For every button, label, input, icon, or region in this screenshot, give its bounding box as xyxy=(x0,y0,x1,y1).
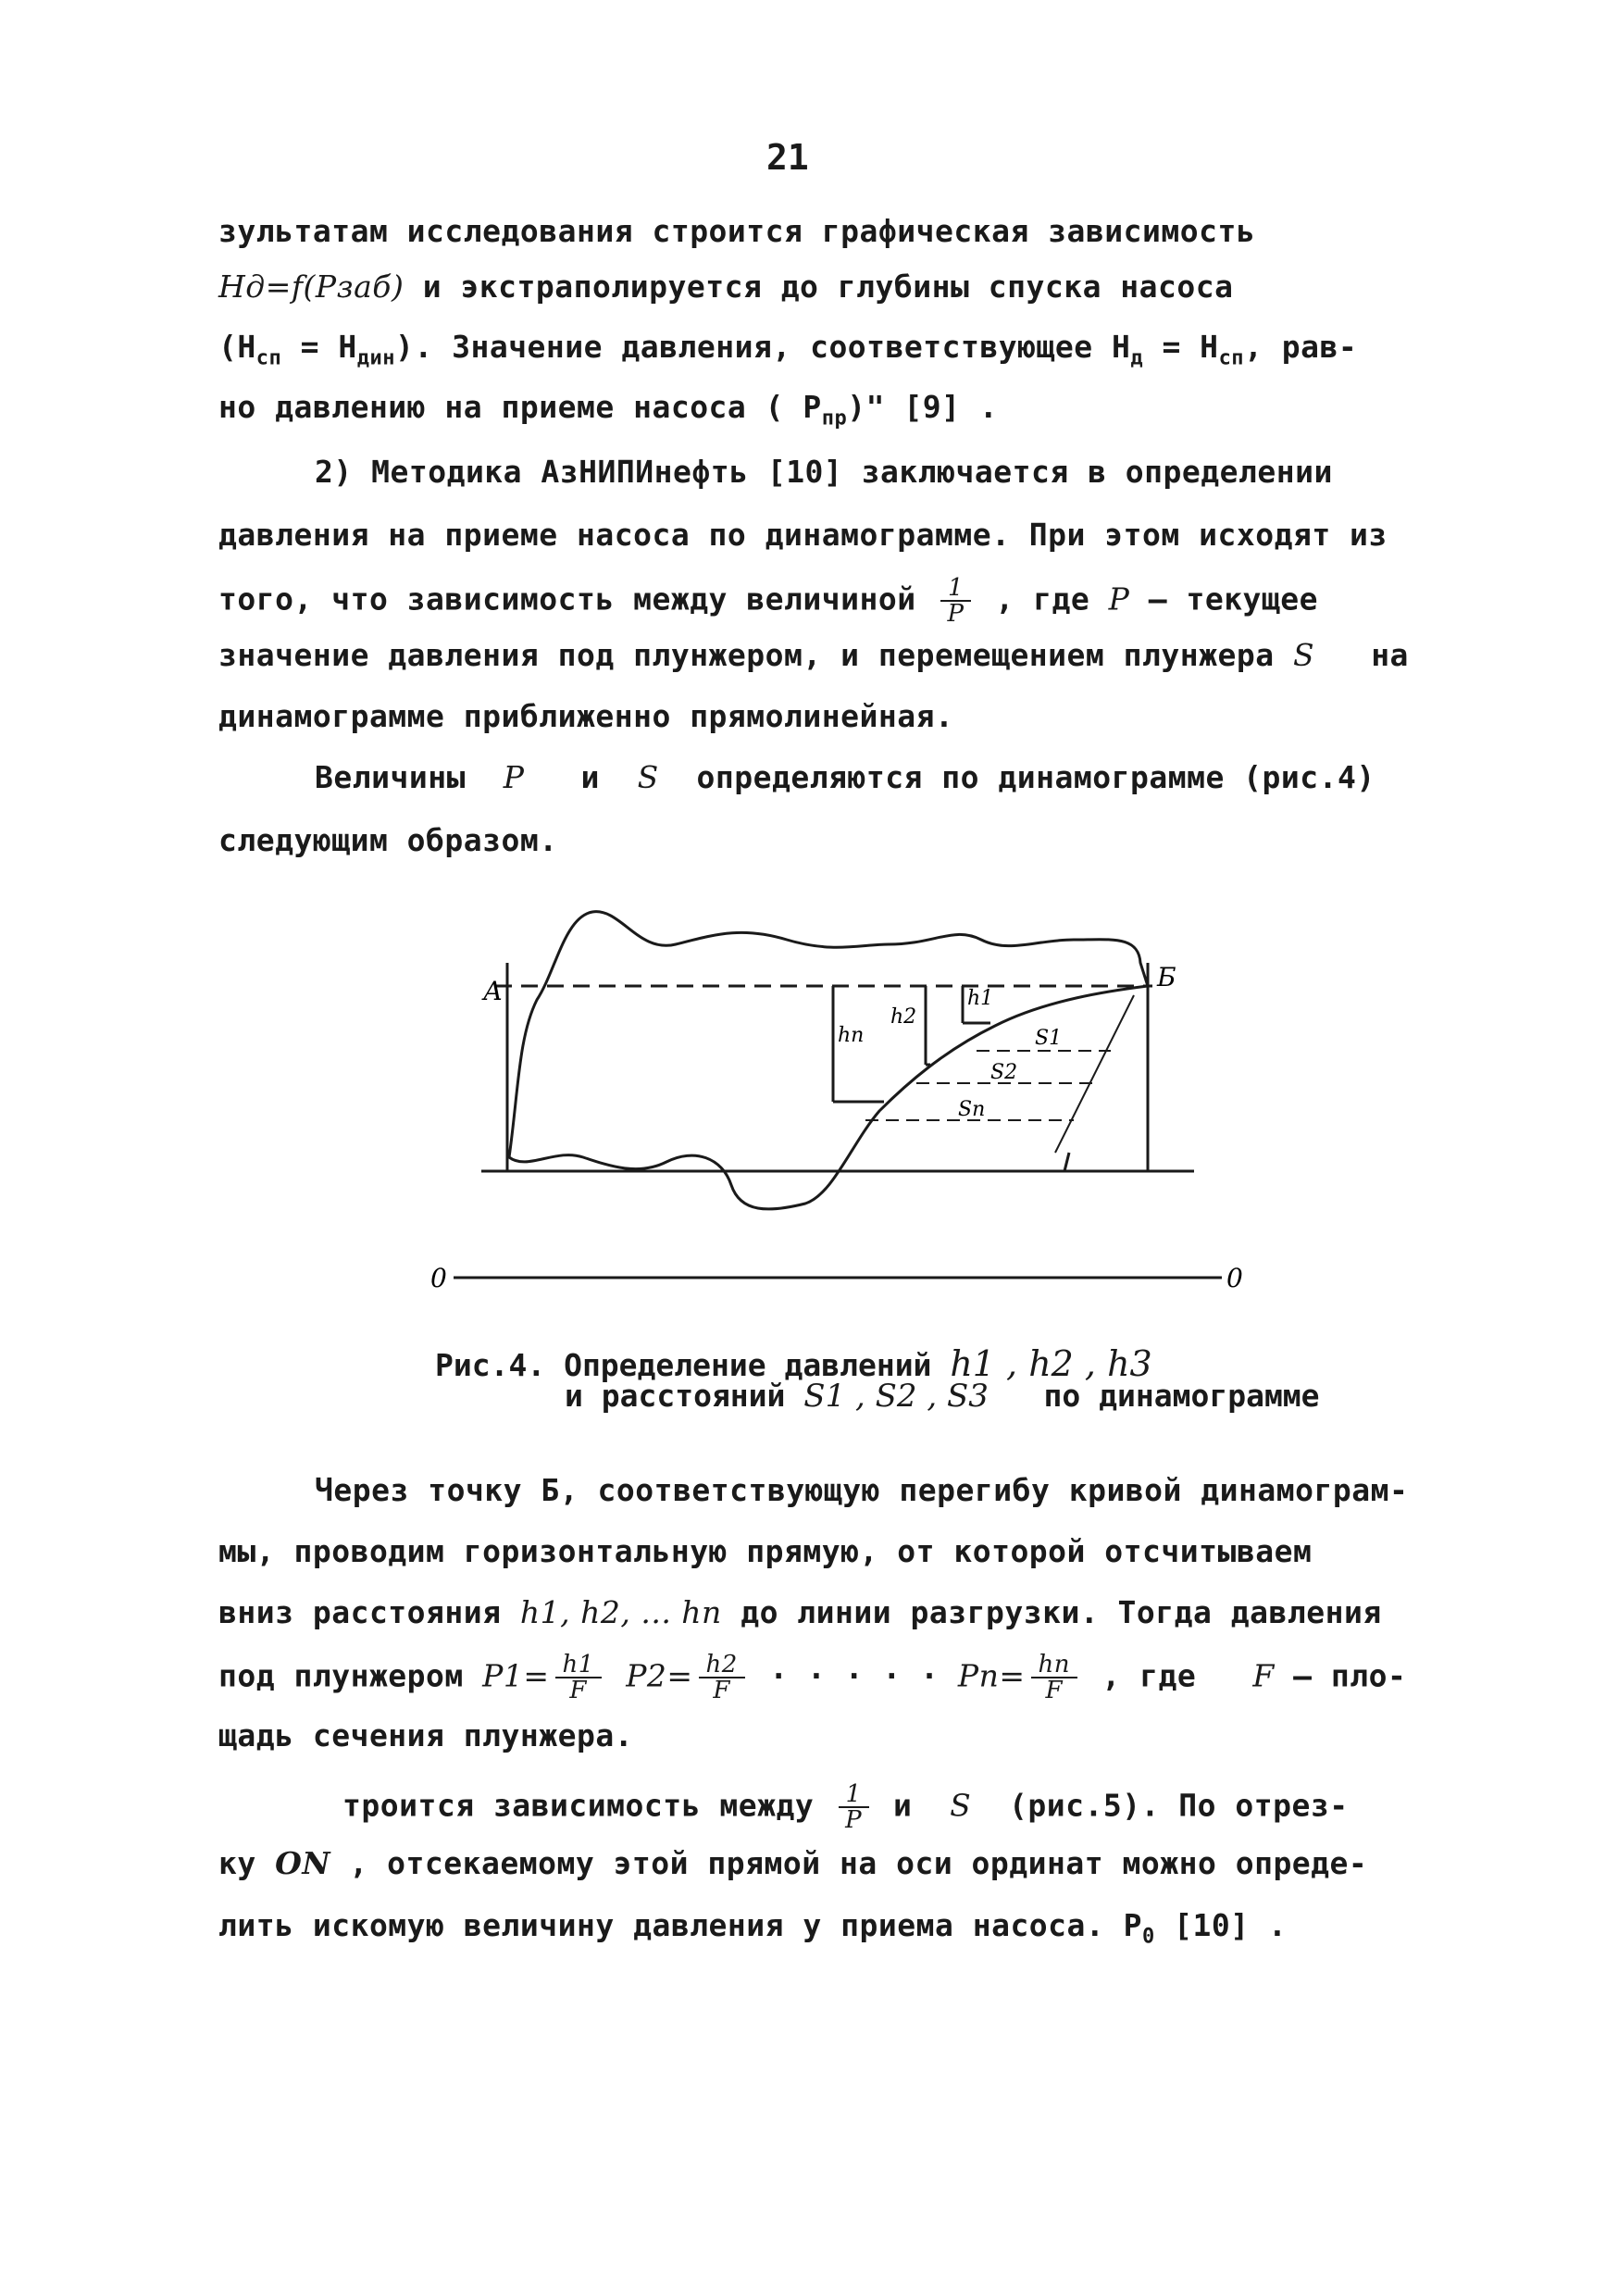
p2-formula: P2= xyxy=(626,1657,693,1694)
p3-l1-part: Величины xyxy=(315,759,466,795)
p5-l3-part: лить искомую величину давления у приема насоса. P xyxy=(218,1907,1143,1943)
symbol-s: S xyxy=(637,759,659,795)
label-zero-right: 0 xyxy=(1226,1263,1243,1293)
frac-den: F xyxy=(713,1677,730,1704)
p1-l3-sub: д xyxy=(1130,346,1144,370)
fraction-h2-f xyxy=(699,1653,745,1703)
frac-den: P xyxy=(947,600,965,628)
p4-line2: мы, проводим горизонтальную прямую, от которой отсчитываем xyxy=(218,1533,1313,1569)
p1-l4-sub: пр xyxy=(821,406,848,430)
fraction-h1-f xyxy=(555,1653,602,1703)
symbol-s: S xyxy=(1292,637,1315,673)
frac-num: hn xyxy=(1031,1653,1078,1678)
p5-l1-part: и xyxy=(893,1787,913,1824)
frac-num: h1 xyxy=(555,1653,602,1678)
p2-l4-part: значение давления под плунжером, и перемещением плунжера xyxy=(218,637,1275,673)
p5-l3-sub: 0 xyxy=(1142,1925,1155,1949)
label-b: Б xyxy=(1157,962,1176,992)
caption-symbols: h1 , h2 , h3 xyxy=(950,1343,1152,1384)
caption-text: и расстояний xyxy=(565,1378,786,1414)
frac-num: 1 xyxy=(839,1782,869,1808)
p4-line4 xyxy=(218,1653,1406,1703)
p1-l3-part: = H xyxy=(1143,329,1219,365)
label-h1: h1 xyxy=(967,987,994,1010)
h-sequence: h1, h2, ... hn xyxy=(519,1594,722,1630)
p4-line5: щадь сечения плунжера. xyxy=(218,1717,634,1753)
label-hn: hn xyxy=(838,1024,865,1047)
symbol-s: S xyxy=(950,1787,972,1824)
frac-num: h2 xyxy=(699,1653,745,1678)
p4-l4-part: под плунжером xyxy=(218,1657,464,1694)
p5-line1 xyxy=(342,1782,1349,1832)
fraction-one-over-p xyxy=(839,1782,869,1832)
p5-line2 xyxy=(218,1845,1367,1882)
p1-l3-part: , рав- xyxy=(1244,329,1358,365)
frac-den: F xyxy=(569,1677,587,1704)
p1-line2-text: и экстраполируется до глубины спуска насоса xyxy=(422,268,1234,305)
p2-l3-part: – текущее xyxy=(1148,580,1319,618)
label-s1: S1 xyxy=(1035,1027,1063,1050)
p1-l4-part: но давлению на приеме насоса ( P xyxy=(218,389,822,425)
p4-l4-part: , где xyxy=(1101,1657,1197,1694)
p1-line1: зультатам исследования строится графическая зависимость xyxy=(218,213,1256,249)
ellipsis-dots: · · · · · xyxy=(769,1657,940,1694)
p4-l4-part: – пло- xyxy=(1293,1657,1407,1694)
caption-symbols: S1 , S2 , S3 xyxy=(803,1378,989,1415)
p2-l3-part: того, что зависимость между величиной xyxy=(218,580,916,618)
frac-den: F xyxy=(1045,1677,1064,1704)
label-a: А xyxy=(483,976,504,1006)
p2-line2: давления на приеме насоса по динамограмме. При этом исходят из xyxy=(218,517,1388,553)
p5-l2-part: , отсекаемому этой прямой на оси ординат можно опреде- xyxy=(349,1845,1368,1881)
p3-l1-part: и xyxy=(580,759,600,795)
segment-on: ON xyxy=(275,1845,331,1881)
p1-l3-part: (H xyxy=(218,329,256,365)
p2-l4-part: на xyxy=(1371,637,1409,673)
dynamogram-curve xyxy=(509,912,1148,1209)
p1-l3-part: = H xyxy=(281,329,357,365)
p5-l1-part: троится зависимость между xyxy=(342,1787,815,1824)
label-s2: S2 xyxy=(990,1061,1018,1084)
p1-l3-part: ). Значение давления, соответствующее H xyxy=(394,329,1131,365)
p5-l3-part: [10] . xyxy=(1154,1907,1288,1943)
symbol-p: P xyxy=(1108,580,1130,618)
p1-l3-sub: сп xyxy=(1218,346,1245,370)
p4-line3 xyxy=(218,1594,1382,1631)
p1-formula: P1= xyxy=(482,1657,550,1694)
depth-formula: Hд=f(Pзаб) xyxy=(218,268,404,305)
p2-l3-part: , где xyxy=(995,580,1090,618)
p5-l1-part: (рис.5). По отрез- xyxy=(1008,1787,1349,1824)
p1-l3-sub: сп xyxy=(255,346,282,370)
figure-caption-line2 xyxy=(565,1379,1320,1413)
curve-tick xyxy=(1064,1153,1069,1171)
page-number: 21 xyxy=(766,137,809,178)
label-sn: Sn xyxy=(958,1098,986,1121)
p5-line3 xyxy=(218,1907,1287,1956)
p1-l3-sub: дин xyxy=(356,346,395,370)
p4-l3-part: вниз расстояния xyxy=(218,1594,502,1630)
frac-den: P xyxy=(845,1806,863,1834)
p4-line1: Через точку Б, соответствующую перегибу кривой динамограм- xyxy=(315,1472,1409,1508)
p5-l2-part: ку xyxy=(218,1845,256,1881)
slant-line xyxy=(1055,995,1134,1153)
fraction-hn-f xyxy=(1031,1653,1078,1703)
symbol-f: F xyxy=(1252,1657,1275,1694)
caption-text: по динамограмме xyxy=(1043,1378,1320,1414)
p2-line1: 2) Методика АзНИПИнефть [10] заключается в определении xyxy=(315,454,1333,490)
p2-line5: динамограмме приближенно прямолинейная. xyxy=(218,698,954,734)
frac-num: 1 xyxy=(940,576,971,602)
p3-line2: следующим образом. xyxy=(218,822,558,858)
p3-l1-part: определяются по динамограмме (рис.4) xyxy=(696,759,1375,795)
label-h2: h2 xyxy=(890,1005,917,1029)
p4-l3-part: до линии разгрузки. Тогда давления xyxy=(741,1594,1382,1630)
pn-formula: Pn= xyxy=(957,1657,1026,1694)
label-zero-left: 0 xyxy=(430,1263,447,1293)
symbol-p: P xyxy=(503,759,525,795)
p1-l4-part: )" [9] . xyxy=(847,389,999,425)
caption-text: Рис.4. Определение давлений xyxy=(435,1347,932,1383)
